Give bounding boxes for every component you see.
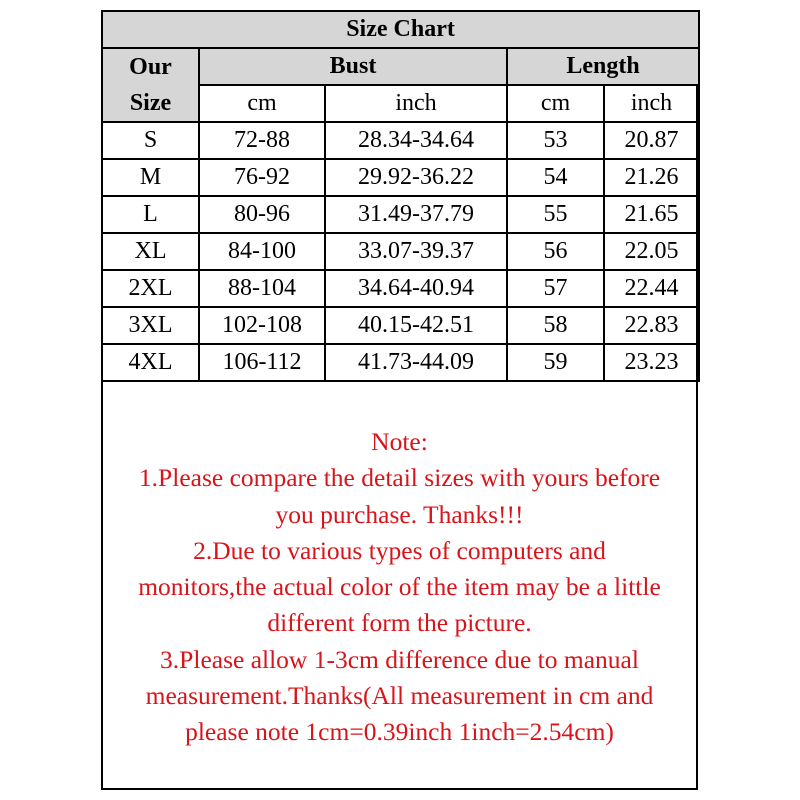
table-row [102,270,699,307]
cell-size: 3XL [102,307,199,344]
table-row [102,122,699,159]
cell-length-inch: 22.44 [604,270,699,307]
cell-bust-inch: 33.07-39.37 [325,233,507,270]
cell-bust-inch: 29.92-36.22 [325,159,507,196]
cell-bust-cm: 84-100 [199,233,325,270]
our-size-header-line-2: Size [129,90,172,116]
note-line: you purchase. Thanks!!! [275,499,524,529]
table-row [102,233,699,270]
length-header: Length [507,48,699,85]
cell-length-inch: 22.05 [604,233,699,270]
cell-length-cm: 55 [507,196,604,233]
cell-size: XL [102,233,199,270]
note-line: please note 1cm=0.39inch 1inch=2.54cm) [185,717,614,747]
cell-length-inch: 22.83 [604,307,699,344]
cell-size: L [102,196,199,233]
cell-length-cm: 58 [507,307,604,344]
cell-length-cm: 54 [507,159,604,196]
size-chart-table [101,10,700,382]
cell-size: 2XL [102,270,199,307]
our-size-header [102,48,199,122]
cell-length-inch: 23.23 [604,344,699,381]
note-heading: Note: [371,427,428,456]
cell-length-inch: 20.87 [604,122,699,159]
cell-bust-cm: 76-92 [199,159,325,196]
note-line: measurement.Thanks(All measurement in cm and [145,681,654,711]
cell-length-inch: 21.26 [604,159,699,196]
cell-length-cm: 57 [507,270,604,307]
bust-cm-unit: cm [199,85,325,122]
bust-header: Bust [199,48,507,85]
note-line: different form the picture. [267,608,532,638]
our-size-header-line-1: Our [129,54,172,80]
bust-inch-unit: inch [325,85,507,122]
table-row [102,159,699,196]
length-inch-unit: inch [604,85,699,122]
cell-bust-cm: 106-112 [199,344,325,381]
cell-bust-inch: 41.73-44.09 [325,344,507,381]
cell-size: 4XL [102,344,199,381]
cell-size: M [102,159,199,196]
table-row [102,307,699,344]
cell-length-cm: 56 [507,233,604,270]
table-row [102,196,699,233]
cell-bust-inch: 34.64-40.94 [325,270,507,307]
cell-bust-inch: 28.34-34.64 [325,122,507,159]
note-line: 2.Due to various types of computers and [193,535,606,565]
table-row [102,344,699,381]
note-block [103,424,696,751]
cell-bust-cm: 72-88 [199,122,325,159]
length-cm-unit: cm [507,85,604,122]
cell-length-cm: 53 [507,122,604,159]
cell-length-cm: 59 [507,344,604,381]
size-chart-title: Size Chart [102,11,699,48]
cell-bust-cm: 80-96 [199,196,325,233]
note-line: 1.Please compare the detail sizes with yours before [138,463,661,493]
cell-size: S [102,122,199,159]
cell-bust-cm: 102-108 [199,307,325,344]
cell-length-inch: 21.65 [604,196,699,233]
cell-bust-inch: 40.15-42.51 [325,307,507,344]
cell-bust-cm: 88-104 [199,270,325,307]
note-line: monitors,the actual color of the item may be a little [138,572,661,602]
note-line: 3.Please allow 1-3cm difference due to manual [160,644,639,674]
size-rows [102,122,699,381]
cell-bust-inch: 31.49-37.79 [325,196,507,233]
